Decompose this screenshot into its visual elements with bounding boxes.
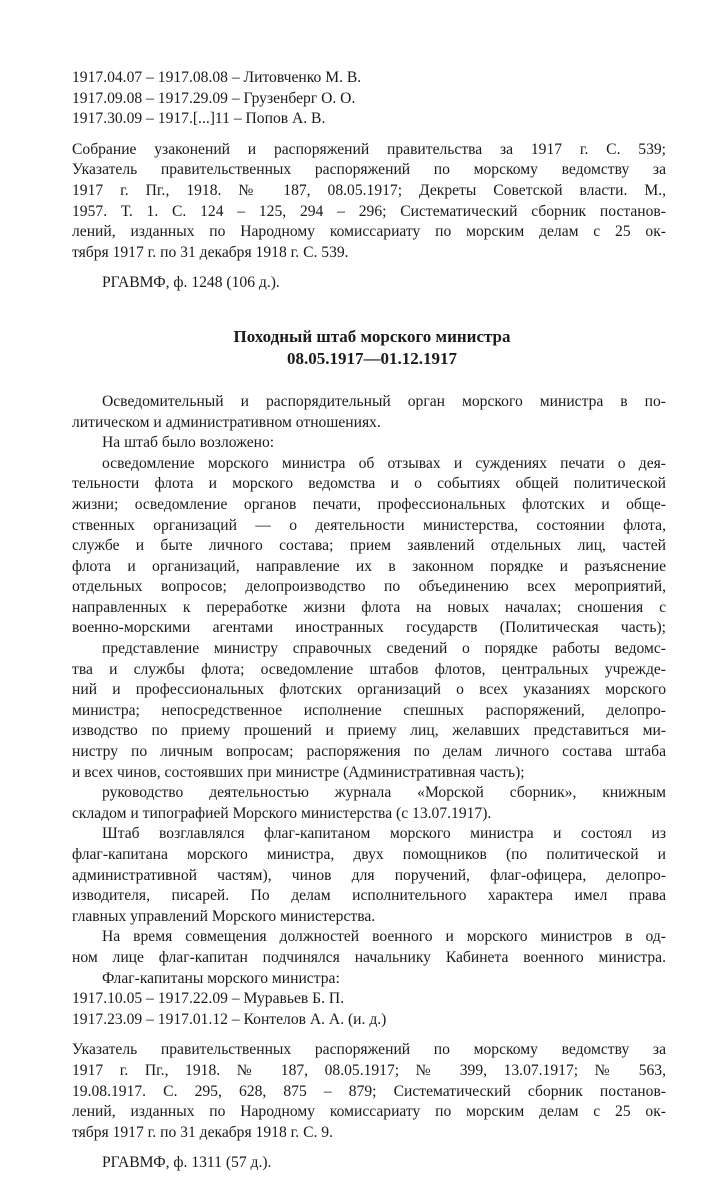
text-line: нистру по личным вопросам; распоряжения по делам личного состава штаба [72, 743, 666, 761]
list-item: 1917.04.07 – 1917.08.08 – Литовченко М. В. [72, 69, 362, 86]
text-line: изводителя, писарей. По делам исполнительного характера имел права [72, 887, 666, 905]
text-line: тельности флота и морского ведомства и о событиях общей политической [72, 475, 666, 493]
bottom-sources-paragraph [72, 1040, 666, 1143]
text-line: флота и организаций, направление их в законном порядке и разъяснение [72, 557, 666, 575]
top-sources-paragraph [72, 140, 666, 264]
text-line: Штаб возглавлялся флаг-капитаном морского министра и состоял из [102, 825, 666, 843]
text-line: Собрание узаконений и распоряжений правительства за 1917 г. С. 539; [72, 140, 666, 158]
document-page [72, 68, 666, 1174]
list-item: 1917.30.09 – 1917.[...]11 – Попов А. В. [72, 110, 326, 128]
text-line: лений, изданных по Народному комиссариату по морским делам с 25 ок- [72, 1103, 666, 1121]
text-line: 1917 г. Пг., 1918. № 187, 08.05.1917; Декреты Советской власти. М., [72, 181, 666, 199]
text-line: ний и профессиональных флотских организаций о всех указаниях морского [72, 681, 666, 699]
text-line: ственных организаций — о деятельности министерства, состоянии флота, [72, 516, 666, 534]
text-line: тября 1917 г. по 31 декабря 1918 г. С. 9. [72, 1123, 333, 1141]
text-line: изводство по приему прошений и приему лиц, желавших представиться ми- [72, 722, 666, 740]
text-line: министра; непосредственное исполнение спешных распоряжений, делопро- [72, 701, 666, 719]
text-line: административной частям), чинов для поручений, флаг-офицера, делопро- [72, 866, 666, 884]
section-heading [72, 326, 666, 370]
body-text [72, 392, 666, 1030]
text-line: На время совмещения должностей военного и морского министров в од- [102, 928, 666, 946]
text-line: представление министру справочных сведений о порядке работы ведомс- [102, 640, 666, 658]
text-line: службе и быте личного состава; прием заявлений отдельных лиц, частей [72, 537, 666, 555]
list-item: 1917.23.09 – 1917.01.12 – Контелов А. А. (и. д.) [72, 1010, 387, 1028]
text-line: тва и службы флота; осведомление штабов флотов, центральных учрежде- [72, 660, 666, 678]
text-line: литическом и административном отношениях. [72, 413, 381, 431]
top-person-list [72, 68, 666, 130]
text-line: руководство деятельностью журнала «Морской сборник», книжным [102, 784, 666, 802]
text-line: ном лице флаг-капитан подчинялся начальнику Кабинета военного министра. [72, 948, 666, 966]
text-line: Флаг-капитаны морского министра: [102, 969, 340, 987]
text-line: складом и типографией Морского министерства (с 13.07.1917). [72, 804, 492, 822]
text-line: военно-морскими агентами иностранных государств (Политическая часть); [72, 619, 666, 637]
text-line: направленных к переработке жизни флота на новых началах; сношения с [72, 598, 666, 616]
list-item: 1917.10.05 – 1917.22.09 – Муравьев Б. П. [72, 990, 345, 1008]
text-line: Осведомительный и распорядительный орган морского министра в по- [102, 392, 666, 410]
section-title: Походный штаб морского министра [233, 326, 511, 346]
text-line: жизни; осведомление органов печати, профессиональных флотских и обще- [72, 495, 666, 513]
text-line: Указатель правительственных распоряжений по морскому ведомству за [72, 1041, 666, 1059]
text-line: тября 1917 г. по 31 декабря 1918 г. С. 539. [72, 243, 349, 261]
text-line: и всех чинов, состоявших при министре (Административная часть); [72, 763, 525, 781]
archive-reference: РГАВМФ, ф. 1311 (57 д.). [102, 1154, 272, 1172]
text-line: лений, изданных по Народному комиссариату по морским делам с 25 ок- [72, 223, 666, 241]
text-line: Указатель правительственных распоряжений по морскому ведомству за [72, 161, 666, 179]
text-line: главных управлений Морского министерства. [72, 907, 376, 925]
archive-reference: РГАВМФ, ф. 1248 (106 д.). [102, 274, 280, 292]
text-line: 1917 г. Пг., 1918. № 187, 08.05.1917; № 399, 13.07.1917; № 563, [72, 1061, 666, 1079]
text-line: 1957. Т. 1. С. 124 – 125, 294 – 296; Систематический сборник постанов- [72, 202, 666, 220]
list-item: 1917.09.08 – 1917.29.09 – Грузенберг О. О. [72, 89, 356, 107]
section-dates: 08.05.1917—01.12.1917 [287, 348, 457, 368]
text-line: флаг-капитана морского министра, двух помощников (по политической и [72, 846, 666, 863]
text-line: отдельных вопросов; делопроизводство по объединению всех мероприятий, [72, 578, 666, 596]
text-line: осведомление морского министра об отзывах и суждениях печати о дея- [102, 454, 666, 472]
text-line: 19.08.1917. С. 295, 628, 875 – 879; Систематический сборник постанов- [72, 1082, 666, 1100]
text-line: На штаб было возложено: [102, 434, 275, 452]
